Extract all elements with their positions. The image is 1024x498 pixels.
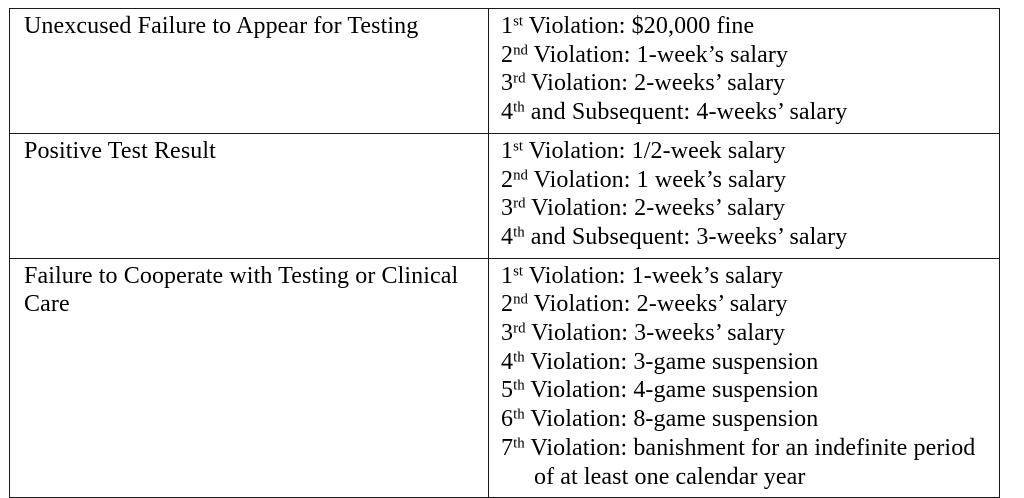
penalty-text: Violation: $20,000 fine: [523, 13, 755, 39]
penalty-ordinal-suffix: nd: [513, 166, 528, 183]
penalty-line: [501, 348, 991, 377]
offense-cell-inner: [10, 259, 488, 490]
penalty-text: and Subsequent: 4-weeks’ salary: [524, 99, 848, 126]
penalty-ordinal-suffix: nd: [513, 291, 528, 308]
penalty-text: Violation: 2-weeks’ salary: [527, 291, 788, 318]
table-body: [10, 9, 1000, 498]
penalty-ordinal-suffix: th: [513, 406, 525, 423]
penalty-text: Violation: 1/2-week salary: [523, 137, 786, 164]
penalty-ordinal-suffix: th: [513, 377, 525, 394]
offense-cell-inner: [10, 9, 488, 129]
penalty-ordinal: 3: [501, 195, 514, 222]
penalty-cell: [489, 258, 1000, 498]
penalty-list: [489, 134, 999, 258]
penalty-ordinal-suffix: th: [513, 435, 525, 452]
penalty-line: [501, 194, 991, 223]
penalty-line: [501, 223, 991, 252]
penalty-text: Violation: 2-weeks’ salary: [525, 195, 786, 222]
penalty-ordinal-suffix: rd: [513, 195, 526, 212]
penalty-line: [501, 434, 991, 463]
offense-cell: [10, 258, 489, 498]
penalty-text: Violation: 1-week’s salary: [527, 41, 789, 68]
penalty-ordinal-suffix: rd: [513, 70, 526, 87]
penalty-ordinal-suffix: st: [513, 138, 524, 155]
penalty-line: [501, 137, 991, 166]
offense-label: Unexcused Failure to Appear for Testing: [24, 13, 419, 39]
penalty-ordinal: 3: [501, 70, 514, 97]
penalty-ordinal-suffix: th: [513, 99, 525, 116]
penalty-line: [501, 290, 991, 319]
penalty-ordinal: 6: [501, 406, 514, 433]
penalty-line: [501, 98, 991, 127]
penalty-ordinal: 1: [501, 137, 514, 164]
penalty-ordinal: 4: [501, 348, 514, 375]
penalty-list: [489, 259, 999, 498]
penalty-ordinal: 2: [501, 41, 514, 68]
penalty-line: [501, 69, 991, 98]
penalty-ordinal-suffix: st: [513, 262, 524, 279]
penalty-ordinal: 5: [501, 377, 514, 404]
penalty-ordinal-suffix: st: [513, 13, 524, 30]
penalty-text: of at least one calendar year: [534, 463, 806, 490]
table-row: [10, 258, 1000, 498]
offense-label: Positive Test Result: [24, 137, 216, 164]
penalty-text: Violation: 4-game suspension: [524, 377, 819, 404]
table-row: [10, 9, 1000, 134]
penalty-line: [501, 376, 991, 405]
penalty-text: Violation: 1 week’s salary: [527, 166, 787, 193]
penalty-ordinal: 4: [501, 223, 514, 250]
table-row: [10, 133, 1000, 258]
penalty-text: Violation: banishment for an indefinite period: [524, 434, 976, 461]
penalty-ordinal-suffix: th: [513, 349, 525, 365]
penalty-ordinal-suffix: rd: [513, 320, 526, 337]
penalty-line-continuation: [501, 463, 991, 492]
penalty-line: [501, 405, 991, 434]
offense-cell: [10, 9, 489, 134]
penalty-ordinal-suffix: nd: [513, 41, 528, 58]
penalty-ordinal: 7: [501, 434, 514, 461]
penalty-ordinal: 1: [501, 262, 514, 289]
penalty-ordinal-suffix: th: [513, 224, 525, 241]
penalty-text: Violation: 2-weeks’ salary: [525, 70, 786, 97]
penalty-text: Violation: 3-game suspension: [524, 348, 819, 375]
penalty-text: Violation: 8-game suspension: [524, 406, 819, 433]
offense-cell: [10, 133, 489, 258]
penalty-ordinal: 2: [501, 166, 514, 193]
penalty-line: [501, 319, 991, 348]
offense-cell-inner: [10, 134, 488, 251]
offense-label: Failure to Cooperate with Testing or Clinical Care: [24, 262, 459, 318]
penalty-text: and Subsequent: 3-weeks’ salary: [524, 223, 848, 250]
penalty-ordinal: 3: [501, 320, 514, 347]
penalty-ordinal: 1: [501, 13, 514, 39]
penalty-cell: [489, 9, 1000, 134]
penalty-line: [501, 41, 991, 70]
penalty-list: [489, 9, 999, 133]
penalty-ordinal: 4: [501, 99, 514, 126]
penalty-line: [501, 12, 991, 41]
penalty-cell: [489, 133, 1000, 258]
penalty-text: Violation: 1-week’s salary: [523, 262, 784, 289]
penalty-line: [501, 166, 991, 195]
penalty-schedule-table: [9, 8, 1000, 498]
penalty-line: [501, 262, 991, 291]
penalty-text: Violation: 3-weeks’ salary: [525, 320, 786, 347]
penalty-ordinal: 2: [501, 291, 514, 318]
